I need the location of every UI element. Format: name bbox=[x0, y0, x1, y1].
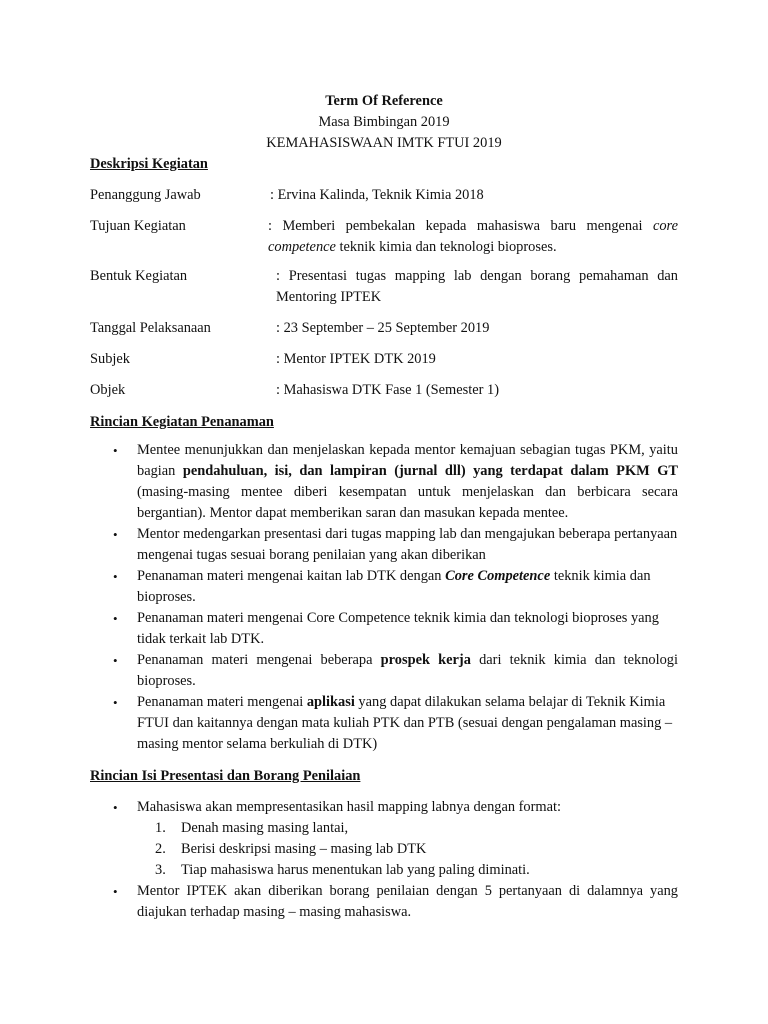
list-item-text: Penanaman materi mengenai aplikasi yang dapat dilakukan selama belajar di Teknik Kimia FTUI dan kaitannya dengan mata kuliah PTK dan PTB (sesuai dengan pengalaman masing – masing mentor selama berkuliah di DTK) bbox=[137, 694, 673, 752]
list-item-text: Mentor IPTEK akan diberikan borang penilaian dengan 5 pertanyaan di dalamnya yang diajukan terhadap masing – masing mahasiswa. bbox=[137, 883, 678, 920]
info-label: Penanggung Jawab bbox=[90, 187, 201, 203]
bullet-icon: • bbox=[113, 611, 118, 626]
list-item bbox=[0, 797, 768, 818]
info-value: : 23 September – 25 September 2019 bbox=[276, 320, 490, 336]
section-heading-presentasi: Rincian Isi Presentasi dan Borang Penilaian bbox=[90, 768, 361, 784]
info-value: : Mentor IPTEK DTK 2019 bbox=[276, 351, 436, 367]
section-heading-penanaman: Rincian Kegiatan Penanaman bbox=[90, 414, 274, 430]
penanaman-list bbox=[0, 440, 768, 755]
list-item-text: Penanaman materi mengenai kaitan lab DTK dengan Core Competence teknik kimia dan bioproses. bbox=[137, 568, 651, 605]
list-item bbox=[0, 524, 768, 566]
numbered-item-text: Berisi deskripsi masing – masing lab DTK bbox=[181, 841, 427, 857]
info-label: Bentuk Kegiatan bbox=[90, 268, 188, 284]
list-item bbox=[0, 881, 768, 923]
info-label: Subjek bbox=[90, 351, 130, 367]
info-label: Tanggal Pelaksanaan bbox=[90, 320, 211, 336]
list-item-text: Mentor medengarkan presentasi dari tugas mapping lab dan mengajukan beberapa pertanyaan mengenai tugas sesuai borang penilaian yang akan diberikan bbox=[137, 526, 678, 563]
bullet-icon: • bbox=[113, 884, 118, 899]
numbered-item-text: Tiap mahasiswa harus menentukan lab yang paling diminati. bbox=[181, 862, 530, 878]
document-header bbox=[0, 91, 768, 154]
item-number: 1. bbox=[155, 820, 166, 836]
item-number: 3. bbox=[155, 862, 166, 878]
bullet-icon: • bbox=[113, 800, 118, 815]
info-value: : Ervina Kalinda, Teknik Kimia 2018 bbox=[270, 187, 484, 203]
bullet-icon: • bbox=[113, 527, 118, 542]
list-item-text: Mahasiswa akan mempresentasikan hasil mapping labnya dengan format: bbox=[137, 799, 561, 815]
bullet-icon: • bbox=[113, 569, 118, 584]
list-item-text: Penanaman materi mengenai beberapa prospek kerja dari teknik kimia dan teknologi bioproses. bbox=[137, 652, 678, 689]
bullet-icon: • bbox=[113, 443, 118, 458]
numbered-item bbox=[0, 860, 768, 881]
section-heading-deskripsi: Deskripsi Kegiatan bbox=[90, 156, 208, 172]
list-item bbox=[0, 440, 768, 524]
numbered-item-text: Denah masing masing lantai, bbox=[181, 820, 349, 836]
numbered-item bbox=[0, 839, 768, 860]
info-value: : Mahasiswa DTK Fase 1 (Semester 1) bbox=[276, 382, 500, 398]
info-value: : Memberi pembekalan kepada mahasiswa baru mengenai core competence teknik kimia dan teknologi bioproses. bbox=[268, 218, 678, 255]
document-subtitle: Masa Bimbingan 2019 bbox=[318, 114, 450, 130]
bullet-icon: • bbox=[113, 695, 118, 710]
list-item bbox=[0, 566, 768, 608]
presentasi-list bbox=[0, 797, 768, 923]
item-number: 2. bbox=[155, 841, 166, 857]
list-item bbox=[0, 608, 768, 650]
list-item bbox=[0, 692, 768, 755]
info-label: Objek bbox=[90, 382, 126, 398]
bullet-icon: • bbox=[113, 653, 118, 668]
info-value: : Presentasi tugas mapping lab dengan borang pemahaman dan Mentoring IPTEK bbox=[276, 268, 678, 305]
document-title: Term Of Reference bbox=[325, 93, 443, 109]
list-item-text: Penanaman materi mengenai Core Competence teknik kimia dan teknologi bioproses yang tidak terkait lab DTK. bbox=[137, 610, 659, 647]
numbered-item bbox=[0, 818, 768, 839]
list-item-text: Mentee menunjukkan dan menjelaskan kepada mentor kemajuan sebagian tugas PKM, yaitu bagian pendahuluan, isi, dan lampiran (jurnal dll) yang terdapat dalam PKM GT (masing-masing mentee diberi kesempatan untuk menjelaskan dan berbicara secara bergantian). Mentor dapat memberikan saran dan masukan kepada mentee. bbox=[137, 442, 678, 521]
info-label: Tujuan Kegiatan bbox=[90, 218, 186, 234]
list-item bbox=[0, 650, 768, 692]
document-organization: KEMAHASISWAAN IMTK FTUI 2019 bbox=[266, 135, 502, 151]
